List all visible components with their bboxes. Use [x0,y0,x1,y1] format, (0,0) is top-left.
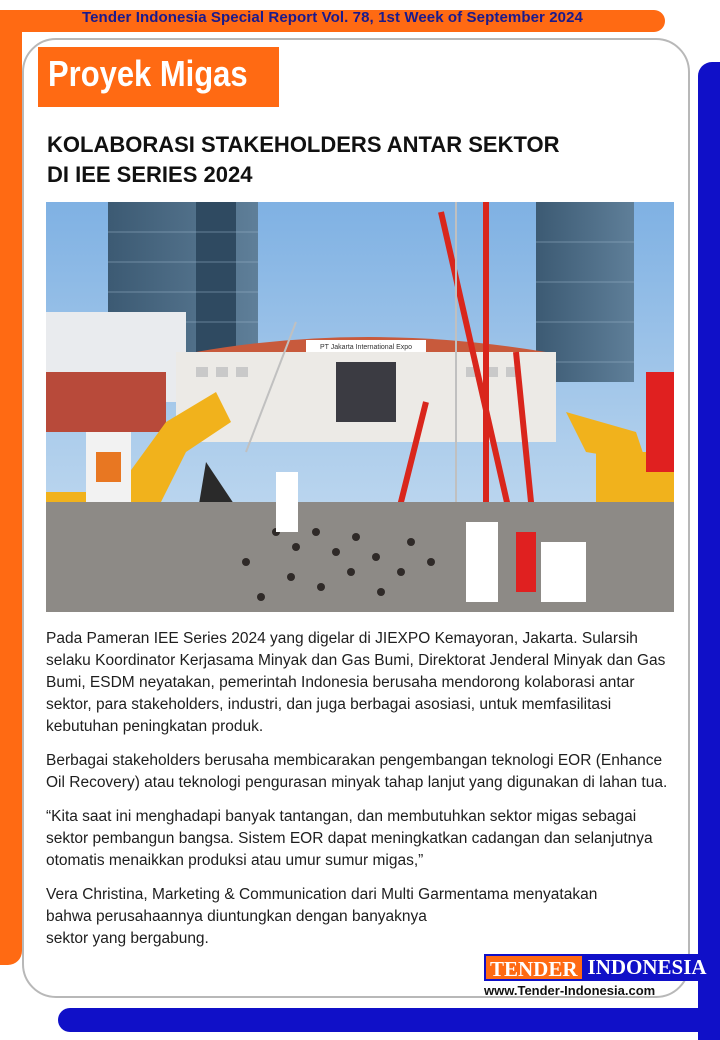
article-photo [46,202,674,612]
paragraph-3: “Kita saat ini menghadapi banyak tantangan, dan membutuhkan sektor migas sebagai sektor pembangun bangsa. Sistem EOR dapat meningkatkan cadangan dan selanjutnya otomatis menaikkan produksi atau umur sumur migas,” [46,808,653,869]
expo-sign: PT Jakarta International Expo [319,344,413,351]
paragraph-1: Pada Pameran IEE Series 2024 yang digelar di JIEXPO Kemayoran, Jakarta. Sularsih selaku Koordinator Kerjasama Minyak dan Gas Bumi, Direktorat Jenderal Minyak dan Gas Bumi, ESDM neyatakan, pemerintah Indonesia berusaha mendorong kolaborasi antar sektor, para stakeholders, industri, dan juga berbagai asosiasi, untuk memfasilitasi kebutuhan peningkatan produk. [46,630,666,735]
headline-line-2: DI IEE SERIES 2024 [47,162,253,187]
logo-url: www.Tender-Indonesia.com [484,983,656,998]
blue-bottom-bar [58,1008,720,1032]
section-label: Proyek Migas [48,53,248,94]
paragraph-4 [46,884,676,950]
paragraph-4-line-3: sektor yang bergabung. [46,930,209,947]
tender-indonesia-logo [484,952,707,1000]
article-headline [47,130,607,190]
article-body [46,628,676,950]
report-header-title: Tender Indonesia Special Report Vol. 78, 1st Week of September 2024 [81,9,584,26]
expo-photo-illustration [46,202,674,612]
logo-wordmark [484,954,711,982]
paragraph-2: Berbagai stakeholders berusaha membicarakan pengembangan teknologi EOR (Enhance Oil Recovery) atau teknologi pengurasan minyak tahap lanjut yang digunakan di lahan tua. [46,752,668,791]
paragraph-4-line-1: Vera Christina, Marketing & Communication dari Multi Garmentama menyatakan [46,886,598,903]
section-label-box [38,47,279,107]
headline-line-1: KOLABORASI STAKEHOLDERS ANTAR SEKTOR [47,132,560,157]
logo-word-indonesia: INDONESIA [584,954,711,981]
paragraph-4-line-2: bahwa perusahaannya diuntungkan dengan banyaknya [46,908,427,925]
orange-left-bar [0,10,22,965]
logo-word-tender: TENDER [484,954,584,981]
blue-right-bar [698,62,720,1040]
